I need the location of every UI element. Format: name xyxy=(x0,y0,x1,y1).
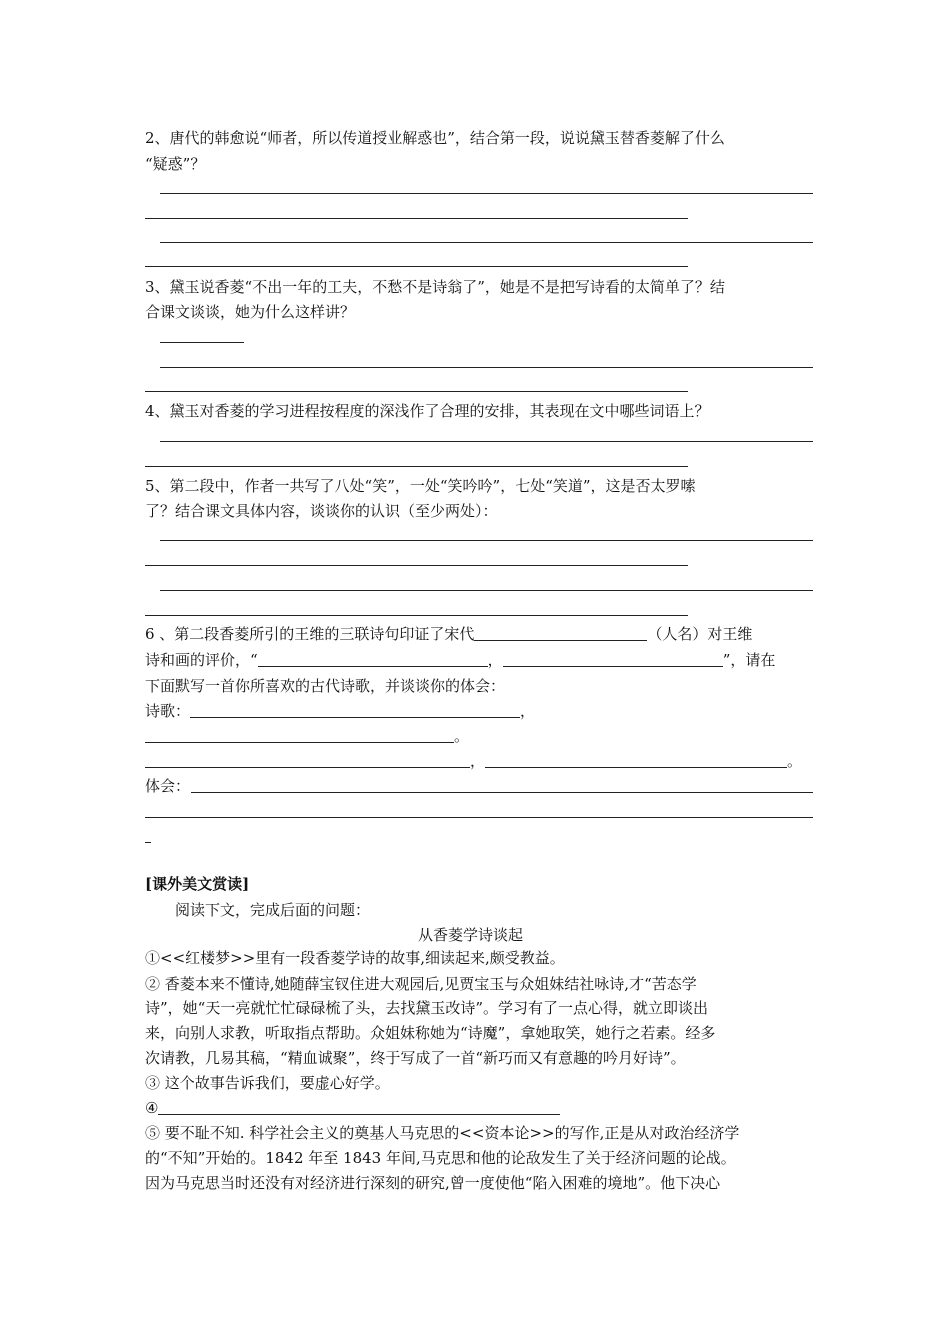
q6-text-line2-c: ”，请在 xyxy=(722,651,776,669)
poem-blank-3[interactable] xyxy=(145,752,470,768)
q3-text-line1: 3、黛玉说香菱“不出一年的工夫，不愁不是诗翁了”，她是不是把写诗看的太简单了？结 xyxy=(145,278,725,296)
q6-text-line2-a: 诗和画的评价，“ xyxy=(145,651,258,669)
poem-label: 诗歌： xyxy=(145,702,191,720)
article-paragraph-2-line1: ② 香菱本来不懂诗,她随薛宝钗住进大观园后,见贾宝玉与众姐妹结社咏诗,才“苦态学 xyxy=(145,975,697,993)
q3-answer-short-line[interactable] xyxy=(160,342,244,343)
q6-text-line1-a: 6 、第二段香菱所引的王维的三联诗句印证了宋代 xyxy=(145,625,475,643)
q3-answer-line-1[interactable] xyxy=(160,367,813,368)
article-title: 从香菱学诗谈起 xyxy=(418,926,524,944)
q6-text-line2-b: ， xyxy=(487,651,503,669)
q5-answer-line-3[interactable] xyxy=(160,590,813,591)
q2-text-line2: “疑惑”？ xyxy=(145,155,206,173)
q2-answer-line-4[interactable] xyxy=(145,266,688,267)
article-paragraph-2-line2: 诗”，她“天一亮就忙忙碌碌梳了头，去找黛玉改诗”。学习有了一点心得，就立即谈出 xyxy=(145,999,709,1017)
article-paragraph-2-line4: 次请教，几易其稿，“精血诚聚”，终于写成了一首“新巧而又有意趣的吟月好诗”。 xyxy=(145,1049,686,1067)
q2-answer-line-2[interactable] xyxy=(145,218,688,219)
q2-text-line1: 2、唐代的韩愈说“师者，所以传道授业解惑也”，结合第一段，说说黛玉替香菱解了什么 xyxy=(145,129,725,147)
feeling-answer-line-1[interactable] xyxy=(191,792,813,793)
q6-person-name-blank[interactable] xyxy=(474,625,647,641)
q4-answer-line-2[interactable] xyxy=(145,466,688,467)
q2-answer-line-1[interactable] xyxy=(160,193,813,194)
q6-text-line3: 下面默写一首你所喜欢的古代诗歌，并谈谈你的体会： xyxy=(145,677,506,695)
poem-period: 。 xyxy=(454,727,470,745)
q5-answer-line-2[interactable] xyxy=(145,565,688,566)
q6-quote-blank-2[interactable] xyxy=(503,651,723,667)
q6-text-line1-b: （人名）对王维 xyxy=(647,625,753,643)
poem-row-2 xyxy=(145,726,469,746)
section-instruction: 阅读下文，完成后面的问题： xyxy=(175,901,371,919)
q6-text-line1 xyxy=(145,624,752,644)
article-paragraph-1: ①<<红楼梦>>里有一段香菱学诗的故事,细读起来,颇受教益。 xyxy=(145,949,565,967)
q3-text-line2: 合课文谈谈，她为什么这样讲？ xyxy=(145,303,356,321)
paragraph-4-blank[interactable] xyxy=(158,1099,560,1115)
poem-row-1 xyxy=(145,701,535,721)
q3-answer-line-2[interactable] xyxy=(145,391,688,392)
poem-mid-comma: ， xyxy=(470,752,486,770)
article-paragraph-5-line2: 的“不知”开始的。1842 年至 1843 年间,马克思和他的论敌发生了关于经济问题的论战。 xyxy=(145,1149,736,1167)
q5-answer-line-1[interactable] xyxy=(160,540,813,541)
q4-answer-line-1[interactable] xyxy=(160,441,813,442)
article-paragraph-2-line3: 来，向别人求教，听取指点帮助。众姐妹称她为“诗魔”，拿她取笑，她行之若素。经多 xyxy=(145,1024,716,1042)
poem-row-3 xyxy=(145,751,802,771)
article-paragraph-5-line3: 因为马克思当时还没有对经济进行深刻的研究,曾一度使他“陷入困难的境地”。他下决心 xyxy=(145,1174,721,1192)
q4-text-line1: 4、黛玉对香菱的学习进程按程度的深浅作了合理的安排，其表现在文中哪些词语上？ xyxy=(145,402,710,420)
q2-answer-line-3[interactable] xyxy=(160,242,813,243)
q6-quote-blank-1[interactable] xyxy=(258,651,488,667)
poem-blank-2[interactable] xyxy=(145,727,454,743)
poem-blank-1[interactable] xyxy=(190,702,520,718)
poem-comma: ， xyxy=(520,702,536,720)
poem-blank-4[interactable] xyxy=(485,752,787,768)
article-paragraph-3: ③ 这个故事告诉我们，要虚心好学。 xyxy=(145,1074,390,1092)
poem-end-period: 。 xyxy=(787,752,803,770)
feeling-label: 体会： xyxy=(145,777,191,795)
article-paragraph-5-line1: ⑤ 要不耻不知. 科学社会主义的奠基人马克思的<<资本论>>的写作,正是从对政治经济学 xyxy=(145,1124,740,1142)
article-paragraph-4 xyxy=(145,1098,560,1118)
feeling-answer-line-2[interactable] xyxy=(145,817,813,818)
paragraph-4-marker: ④ xyxy=(145,1099,159,1117)
feeling-answer-line-end[interactable] xyxy=(145,842,151,843)
q5-text-line1: 5、第二段中，作者一共写了八处“笑”，一处“笑吟吟”，七处“笑道”，这是否太罗嗦 xyxy=(145,477,696,495)
q5-answer-line-4[interactable] xyxy=(145,615,688,616)
section-heading: [课外美文赏读] xyxy=(145,875,250,893)
q6-text-line2 xyxy=(145,650,775,670)
q5-text-line2: 了？结合课文具体内容，谈谈你的认识（至少两处）： xyxy=(145,502,498,520)
